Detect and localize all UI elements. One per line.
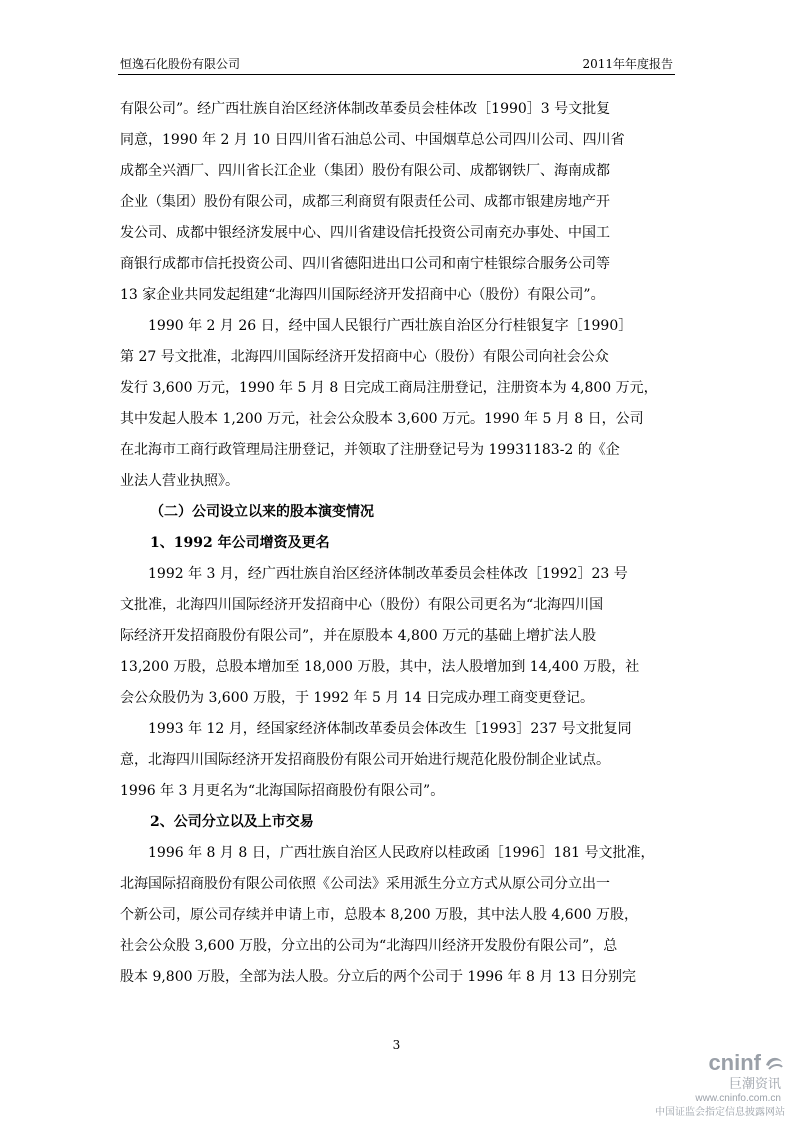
cninfo-logo xyxy=(708,1050,785,1076)
text-line: 发公司、成都中银经济发展中心、四川省建设信托投资公司南充办事处、中国工 xyxy=(120,225,610,241)
paragraph-founding xyxy=(120,94,676,311)
text-line: 在北海市工商行政管理局注册登记，并领取了注册登记号为 19931183-2 的《企 xyxy=(120,442,620,458)
paragraph-1996-split xyxy=(120,838,676,993)
text-line: 1996 年 3 月更名为“北海国际招商股份有限公司”。 xyxy=(120,783,445,799)
cninfo-slogan: 中国证监会指定信息披露网站 xyxy=(655,1107,785,1118)
text-line: 个新公司，原公司存续并申请上市，总股本 8,200 万股，其中法人股 4,600 万股， xyxy=(120,907,638,923)
text-line: 同意，1990 年 2 月 10 日四川省石油总公司、中国烟草总公司四川公司、四川省 xyxy=(120,132,625,148)
text-line: 1992 年 3 月，经广西壮族自治区经济体制改革委员会桂体改［1992］23 号 xyxy=(148,566,628,582)
text-line: 企业（集团）股份有限公司，成都三利商贸有限责任公司、成都市银建房地产开 xyxy=(120,194,610,210)
paragraph-public-offering xyxy=(120,311,676,497)
cninfo-brand-text: cninf xyxy=(708,1050,761,1075)
text-line: 13 家企业共同发起组建“北海四川国际经济开发招商中心（股份）有限公司”。 xyxy=(120,287,605,303)
text-line: 成都全兴酒厂、四川省长江企业（集团）股份有限公司、成都钢铁厂、海南成都 xyxy=(120,163,610,179)
subsection-heading: 2、公司分立以及上市交易 xyxy=(150,814,314,830)
text-line: 商银行成都市信托投资公司、四川省德阳进出口公司和南宁桂银综合服务公司等 xyxy=(120,256,610,272)
text-line: 其中发起人股本 1,200 万元，社会公众股本 3,600 万元。1990 年 5 月 8 日，公司 xyxy=(120,411,644,427)
text-line: 际经济开发招商股份有限公司”，并在原股本 4,800 万元的基础上增扩法人股 xyxy=(120,628,597,644)
text-line: 社会公众股 3,600 万股，分立出的公司为“北海四川经济开发股份有限公司”，总 xyxy=(120,938,618,954)
text-line: 1993 年 12 月，经国家经济体制改革委员会体改生［1993］237 号文批复同 xyxy=(148,721,632,737)
header-report-title: 2011年年度报告 xyxy=(582,57,673,71)
document-body xyxy=(120,94,676,993)
text-line: 会公众股仍为 3,600 万股，于 1992 年 5 月 14 日完成办理工商变更登记。 xyxy=(120,690,595,706)
paragraph-1992-capital-increase xyxy=(120,559,676,714)
section-heading: （二）公司设立以来的股本演变情况 xyxy=(150,504,374,520)
text-line: 文批准，北海四川国际经济开发招商中心（股份）有限公司更名为“北海四川国 xyxy=(120,597,604,613)
text-line: 1990 年 2 月 26 日，经中国人民银行广西壮族自治区分行桂银复字［1990］ xyxy=(148,318,633,334)
subsection-heading: 1、1992 年公司增资及更名 xyxy=(150,535,330,551)
paragraph-1993-pilot xyxy=(120,714,676,807)
text-line: 第 27 号文批准，北海四川国际经济开发招商中心（股份）有限公司向社会公众 xyxy=(120,349,609,365)
page-number: 3 xyxy=(392,1038,401,1052)
text-line: 意，北海四川国际经济开发招商股份有限公司开始进行规范化股份制企业试点。 xyxy=(120,752,610,768)
text-line: 13,200 万股，总股本增加至 18,000 万股，其中，法人股增加到 14,400 万股，社 xyxy=(120,659,640,675)
text-line: 股本 9,800 万股，全部为法人股。分立后的两个公司于 1996 年 8 月 13 日分别完 xyxy=(120,969,637,985)
text-line: 业法人营业执照》。 xyxy=(120,473,239,489)
header-company-name: 恒逸石化股份有限公司 xyxy=(120,57,241,71)
page-header xyxy=(118,54,675,75)
text-line: 有限公司”。经广西壮族自治区经济体制改革委员会桂体改［1990］3 号文批复 xyxy=(120,101,611,117)
cninfo-watermark xyxy=(625,1050,785,1120)
swirl-icon xyxy=(763,1053,785,1073)
cninfo-chinese-name: 巨潮资讯 xyxy=(728,1076,781,1091)
text-line: 1996 年 8 月 8 日，广西壮族自治区人民政府以桂政函［1996］181 号文批准， xyxy=(148,845,655,861)
cninfo-url: www.cninfo.com.cn xyxy=(695,1093,781,1104)
text-line: 北海国际招商股份有限公司依照《公司法》采用派生分立方式从原公司分立出一 xyxy=(120,876,610,892)
text-line: 发行 3,600 万元，1990 年 5 月 8 日完成工商局注册登记，注册资本为 4,800 万元， xyxy=(120,380,658,396)
